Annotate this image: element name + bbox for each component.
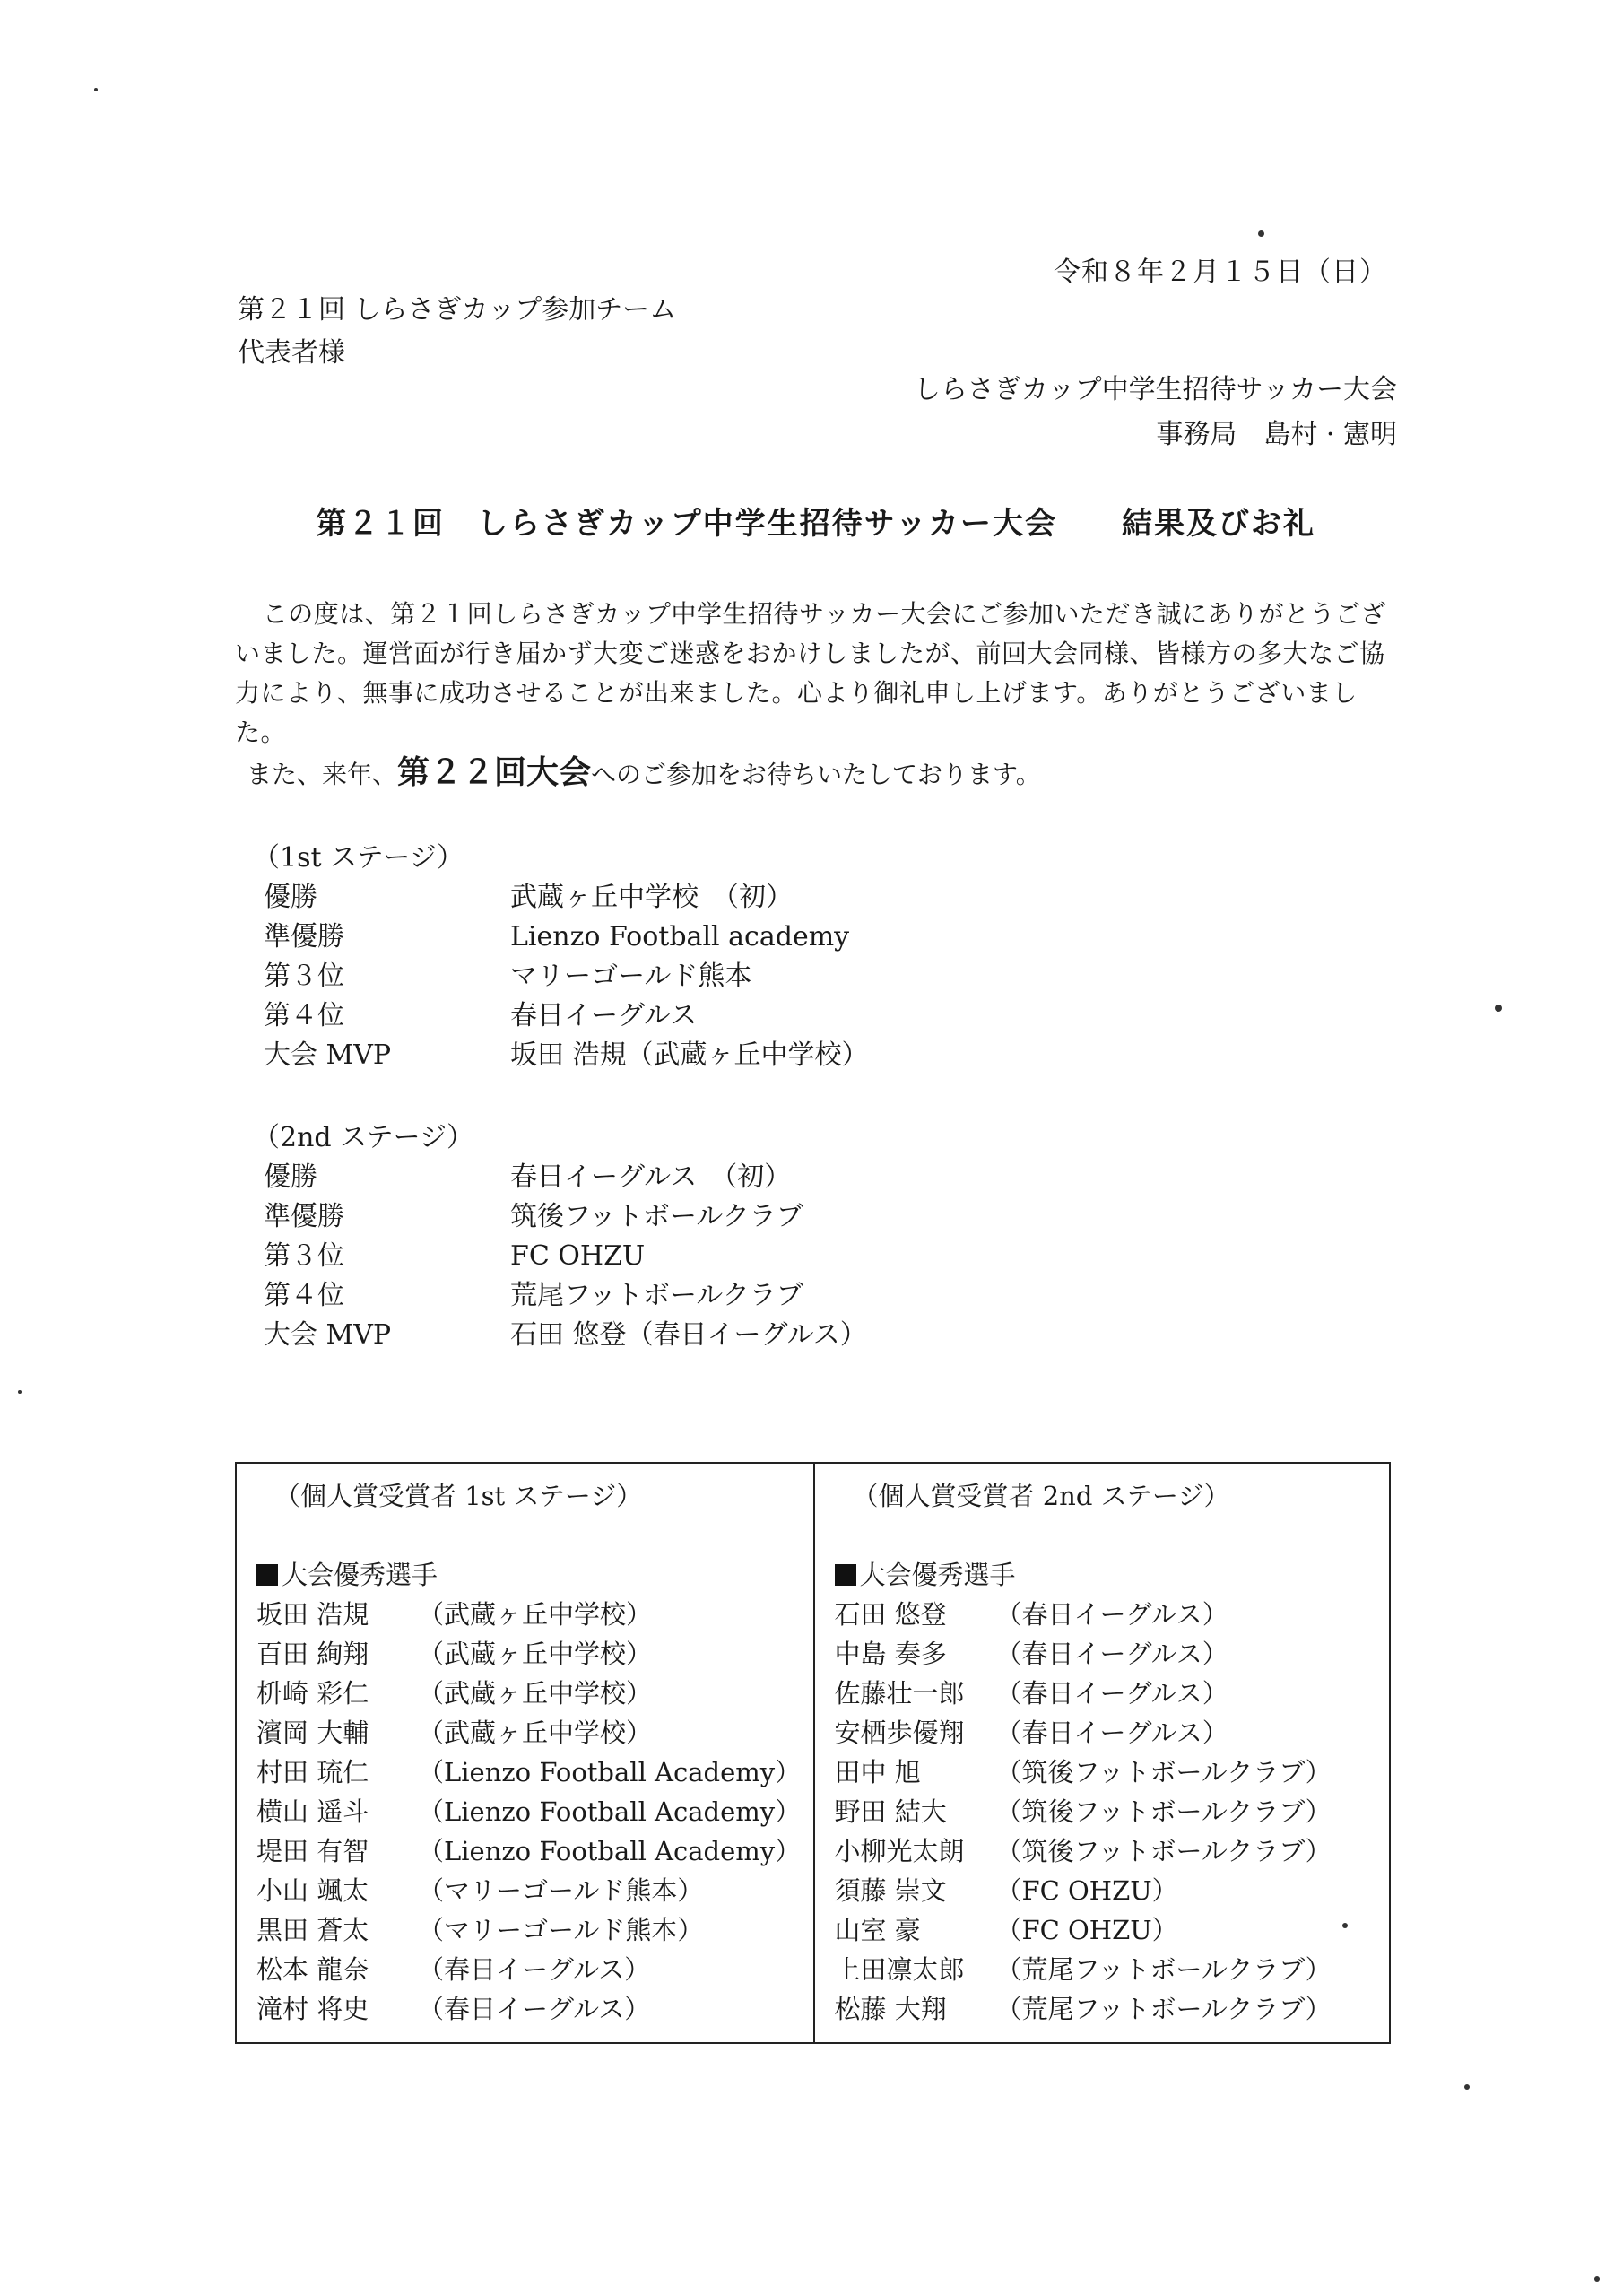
awards-stage2-caption: （個人賞受賞者 2nd ステージ） [852,1481,1230,1511]
player-team: （筑後フットボールクラブ） [995,1757,1332,1787]
player-team: （荒尾フットボールクラブ） [995,1994,1332,2024]
award-player-row [835,1989,1390,2029]
result-rank: 第４位 [264,1000,344,1031]
player-name: 松藤 大翔 [834,1994,947,2024]
award-player-row [256,1950,813,1989]
scan-speck [94,88,98,91]
player-name: 枡崎 彩仁 [256,1678,369,1709]
award-player-row [256,1713,813,1752]
player-team: （春日イーグルス） [995,1718,1228,1748]
player-team: （Lienzo Football Academy） [418,1836,802,1866]
award-player-row [256,1752,813,1792]
result-row [253,996,869,1036]
stage1-results [253,839,869,1075]
sender-name: 事務局 島村 · 憲明 [1156,419,1397,450]
award-player-row [835,1871,1390,1910]
player-team: （筑後フットボールクラブ） [995,1796,1332,1827]
next-event-highlight: 第２２回大会 [397,753,592,791]
player-name: 松本 龍奈 [256,1954,369,1985]
player-name: 須藤 崇文 [834,1875,947,1906]
player-team: （春日イーグルス） [995,1639,1228,1669]
result-rank: 第３位 [264,961,344,992]
player-team: （武蔵ヶ丘中学校） [418,1718,653,1748]
result-row [253,957,869,996]
sender [914,368,1397,457]
result-row [253,878,869,918]
awards-stage1-subheading [256,1555,813,1595]
next-event-prefix: また、来年、 [247,760,398,789]
player-team: （マリーゴールド熊本） [418,1915,704,1945]
player-team: （筑後フットボールクラブ） [995,1836,1332,1866]
awards-stage2-subheading [835,1555,1390,1595]
player-team: （春日イーグルス） [995,1599,1228,1630]
player-name: 石田 悠登 [834,1599,947,1630]
player-name: 坂田 浩規 [256,1599,369,1630]
award-player-row [835,1674,1390,1713]
result-row [253,1316,867,1355]
award-player-row [835,1634,1390,1674]
result-row [253,1197,867,1237]
award-player-row [835,1713,1390,1752]
result-team: 武蔵ヶ丘中学校 （初） [510,882,793,913]
player-name: 小山 颯太 [256,1875,369,1906]
player-team: （Lienzo Football Academy） [418,1757,802,1787]
player-name: 横山 遥斗 [256,1796,369,1827]
player-team: （武蔵ヶ丘中学校） [418,1678,653,1709]
player-name: 安栖歩優翔 [834,1718,965,1748]
square-bullet-icon [835,1564,856,1586]
award-player-row [835,1950,1390,1989]
player-team: （マリーゴールド熊本） [418,1875,704,1906]
addressee-line-2: 代表者様 [238,337,345,369]
square-bullet-icon [256,1564,278,1586]
scan-speck [18,1390,22,1394]
result-rank: 優勝 [264,882,317,913]
result-row [253,918,869,957]
player-name: 濱岡 大輔 [256,1718,369,1748]
result-row [253,1158,867,1197]
stage2-results [253,1118,867,1355]
player-team: （Lienzo Football Academy） [418,1796,802,1827]
player-name: 山室 豪 [834,1915,921,1945]
result-team: FC OHZU [510,1240,646,1272]
scan-speck [1594,2276,1600,2282]
result-row [253,1276,867,1316]
scan-speck [1342,1923,1348,1928]
player-team: （春日イーグルス） [418,1994,651,2024]
result-team: 坂田 浩規（武蔵ヶ丘中学校） [510,1039,869,1071]
award-player-row [256,1910,813,1950]
result-team: 荒尾フットボールクラブ [510,1280,803,1311]
player-team: （FC OHZU） [995,1915,1178,1945]
sender-organization: しらさぎカップ中学生招待サッカー大会 [913,374,1397,405]
result-rank: 第３位 [264,1240,344,1272]
stage2-heading: （2nd ステージ） [253,1122,473,1153]
player-team: （春日イーグルス） [995,1678,1228,1709]
awards-stage1 [237,1464,813,2042]
player-name: 野田 結大 [834,1796,947,1827]
player-name: 田中 旭 [834,1757,921,1787]
award-player-row [835,1831,1390,1871]
awards-subheading-text: 大会優秀選手 [282,1560,438,1590]
result-rank: 優勝 [264,1161,317,1193]
award-player-row [835,1595,1390,1634]
result-team: 筑後フットボールクラブ [510,1201,803,1232]
result-team: 春日イーグルス [510,1000,698,1031]
player-team: （春日イーグルス） [418,1954,651,1985]
player-team: （FC OHZU） [995,1875,1178,1906]
result-row [253,1036,869,1075]
result-row [253,1237,867,1276]
awards-stage1-caption: （個人賞受賞者 1st ステージ） [274,1481,643,1511]
addressee [238,289,676,375]
stage1-heading: （1st ステージ） [253,842,464,874]
player-team: （荒尾フットボールクラブ） [995,1954,1332,1985]
award-player-row [835,1752,1390,1792]
award-player-row [256,1989,813,2029]
result-team: マリーゴールド熊本 [510,961,752,992]
player-name: 小柳光太朗 [834,1836,965,1866]
player-name: 村田 琉仁 [256,1757,369,1787]
result-rank: 大会 MVP [264,1039,392,1071]
awards-stage2 [813,1464,1390,2042]
document-title: 第２１回 しらさぎカップ中学生招待サッカー大会 結果及びお礼 [316,506,1315,542]
addressee-line-1: 第２１回 しらさぎカップ参加チーム [238,294,677,326]
player-name: 上田凛太郎 [834,1954,965,1985]
next-event-line [247,747,1041,793]
award-player-row [256,1595,813,1634]
scan-speck [1495,1004,1502,1012]
player-name: 堤田 有智 [256,1836,369,1866]
player-name: 中島 奏多 [834,1639,947,1669]
result-team: Lienzo Football academy [510,921,850,952]
intro-paragraph: この度は、第２１回しらさぎカップ中学生招待サッカー大会にご参加いただき誠にありがとうございました。運営面が行き届かず大変ご迷惑をおかけしましたが、前回大会同様、皆様方の多大なご協力により、無事に成功させることが出来ました。心より御礼申し上げます。ありがとうございました。 [235,599,1386,747]
player-name: 滝村 将史 [256,1994,369,2024]
award-player-row [835,1792,1390,1831]
individual-awards-box [235,1462,1391,2044]
awards-subheading-text: 大会優秀選手 [859,1560,1016,1590]
result-rank: 準優勝 [264,921,344,952]
scan-speck [1464,2084,1470,2090]
award-player-row [256,1831,813,1871]
award-player-row [835,1910,1390,1950]
award-player-row [256,1871,813,1910]
player-team: （武蔵ヶ丘中学校） [418,1599,653,1630]
player-name: 黒田 蒼太 [256,1915,369,1945]
next-event-suffix: へのご参加をお待ちいたしております。 [591,760,1041,789]
player-name: 佐藤壮一郎 [834,1678,965,1709]
letter-date: 令和８年２月１５日（日） [1054,257,1387,288]
result-rank: 大会 MVP [264,1319,392,1351]
award-player-row [256,1674,813,1713]
player-name: 百田 絢翔 [256,1639,369,1669]
player-team: （武蔵ヶ丘中学校） [418,1639,653,1669]
award-player-row [256,1792,813,1831]
award-player-row [256,1634,813,1674]
result-rank: 準優勝 [264,1201,344,1232]
result-team: 石田 悠登（春日イーグルス） [510,1319,867,1351]
result-rank: 第４位 [264,1280,344,1311]
result-team: 春日イーグルス （初） [510,1161,792,1193]
scan-speck [1258,230,1264,237]
